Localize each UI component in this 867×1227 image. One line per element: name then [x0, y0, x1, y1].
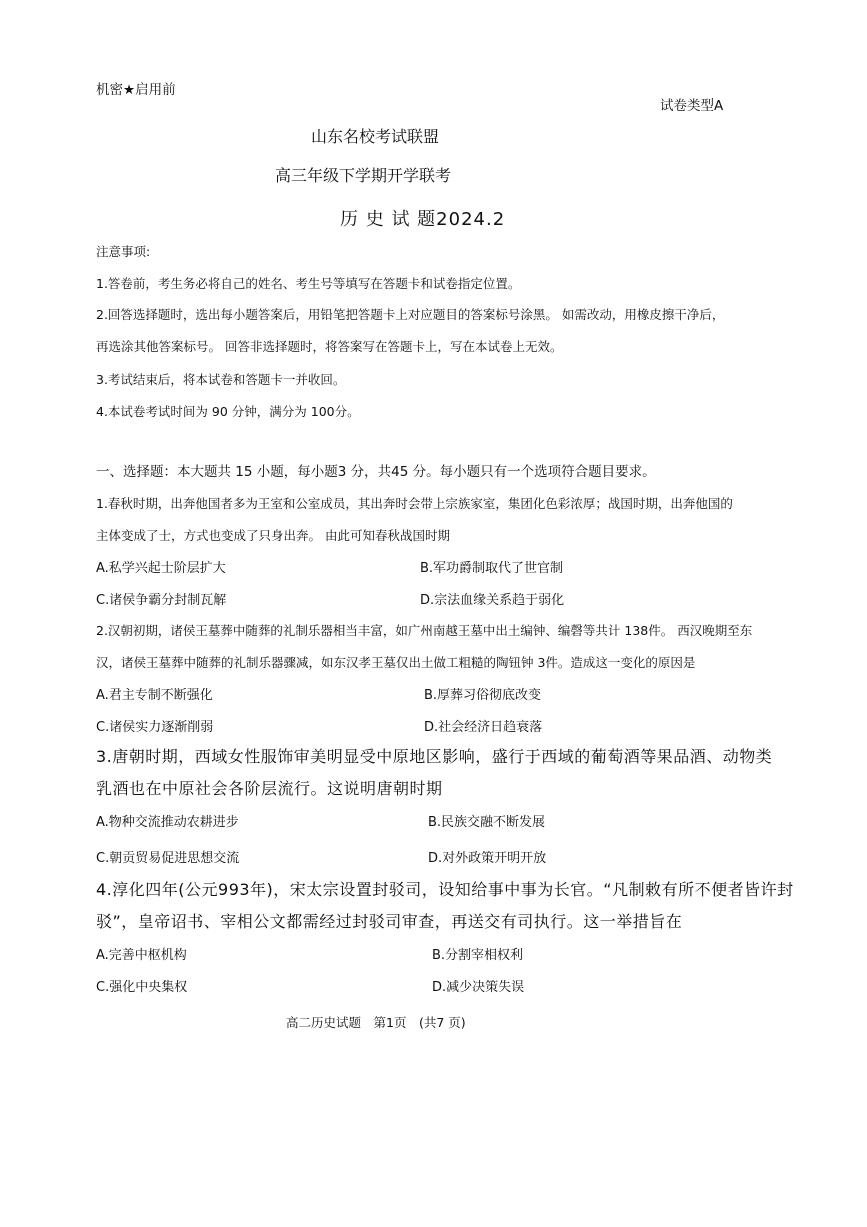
- org-title: 山东名校考试联盟: [311, 127, 440, 146]
- notes-heading: 注意事项:: [96, 244, 151, 259]
- question-1-option-b: B.军功爵制取代了世官制: [420, 561, 564, 576]
- question-3-option-a: A.物种交流推动农耕进步: [96, 815, 239, 830]
- question-2-line: 2.汉朝初期，诸侯王墓葬中随葬的礼制乐器相当丰富，如广州南越王墓中出土编钟、编磬等共计 138件。 西汉晚期至东: [96, 623, 753, 638]
- paper-type: 试卷类型A: [660, 98, 724, 114]
- question-3-option-d: D.对外政策开明开放: [428, 851, 547, 866]
- question-4-option-c: C.强化中央集权: [96, 980, 188, 995]
- question-1-option-a: A.私学兴起士阶层扩大: [96, 561, 226, 576]
- question-4-option-d: D.减少决策失误: [432, 980, 525, 995]
- note-item: 2.回答选择题时，选出每小题答案后，用铅笔把答题卡上对应题目的答案标号涂黑。 如需改动，用橡皮擦干净后，: [96, 307, 725, 322]
- question-2-option-b: B.厚葬习俗彻底改变: [424, 688, 542, 703]
- note-item: 3.考试结束后，将本试卷和答题卡一并收回。: [96, 372, 346, 387]
- question-1-option-d: D.宗法血缘关系趋于弱化: [420, 593, 565, 608]
- question-4-line: 4.淳化四年(公元993年)，宋太宗设置封驳司，设知给事中事为长官。“凡制敕有所不便者皆许封: [96, 880, 794, 899]
- question-2-line: 汉，诸侯王墓葬中随葬的礼制乐器骤减，如东汉孝王墓仅出土做工粗糙的陶钮钟 3件。造成这一变化的原因是: [96, 655, 696, 670]
- page-footer: 高二历史试题 第1页 (共7 页): [286, 1015, 466, 1030]
- question-4-option-b: B.分割宰相权利: [432, 948, 524, 963]
- question-1-line: 主体变成了士，方式也变成了只身出奔。 由此可知春秋战国时期: [96, 528, 450, 543]
- question-2-option-d: D.社会经济日趋衰落: [424, 720, 543, 735]
- question-4-line: 驳”，皇帝诏书、宰相公文都需经过封驳司审查，再送交有司执行。这一举措旨在: [96, 912, 683, 931]
- exam-title: 高三年级下学期开学联考: [275, 166, 452, 185]
- question-1-option-c: C.诸侯争霸分封制瓦解: [96, 593, 227, 608]
- subject-title: 历 史 试 题2024.2: [340, 209, 506, 230]
- question-3-line: 3.唐朝时期，西域女性服饰审美明显受中原地区影响，盛行于西域的葡萄酒等果品酒、动物类: [96, 747, 773, 766]
- note-item: 4.本试卷考试时间为 90 分钟，满分为 100分。: [96, 404, 360, 419]
- section-heading: 一、选择题：本大题共 15 小题，每小题3 分，共45 分。每小题只有一个选项符合题目要求。: [96, 464, 656, 480]
- question-3-line: 乳酒也在中原社会各阶层流行。这说明唐朝时期: [96, 779, 443, 798]
- question-3-option-b: B.民族交融不断发展: [428, 815, 546, 830]
- question-2-option-a: A.君主专制不断强化: [96, 688, 213, 703]
- note-item: 再选涂其他答案标号。 回答非选择题时，将答案写在答题卡上，写在本试卷上无效。: [96, 339, 563, 354]
- note-item: 1.答卷前，考生务必将自己的姓名、考生号等填写在答题卡和试卷指定位置。: [96, 276, 521, 291]
- question-1-line: 1.春秋时期，出奔他国者多为王室和公室成员，其出奔时会带上宗族家室，集团化色彩浓厚；战国时期，出奔他国的: [96, 496, 733, 511]
- question-2-option-c: C.诸侯实力逐渐削弱: [96, 720, 214, 735]
- question-3-option-c: C.朝贡贸易促进思想交流: [96, 851, 240, 866]
- secret-label: 机密★启用前: [96, 82, 176, 98]
- question-4-option-a: A.完善中枢机构: [96, 948, 187, 963]
